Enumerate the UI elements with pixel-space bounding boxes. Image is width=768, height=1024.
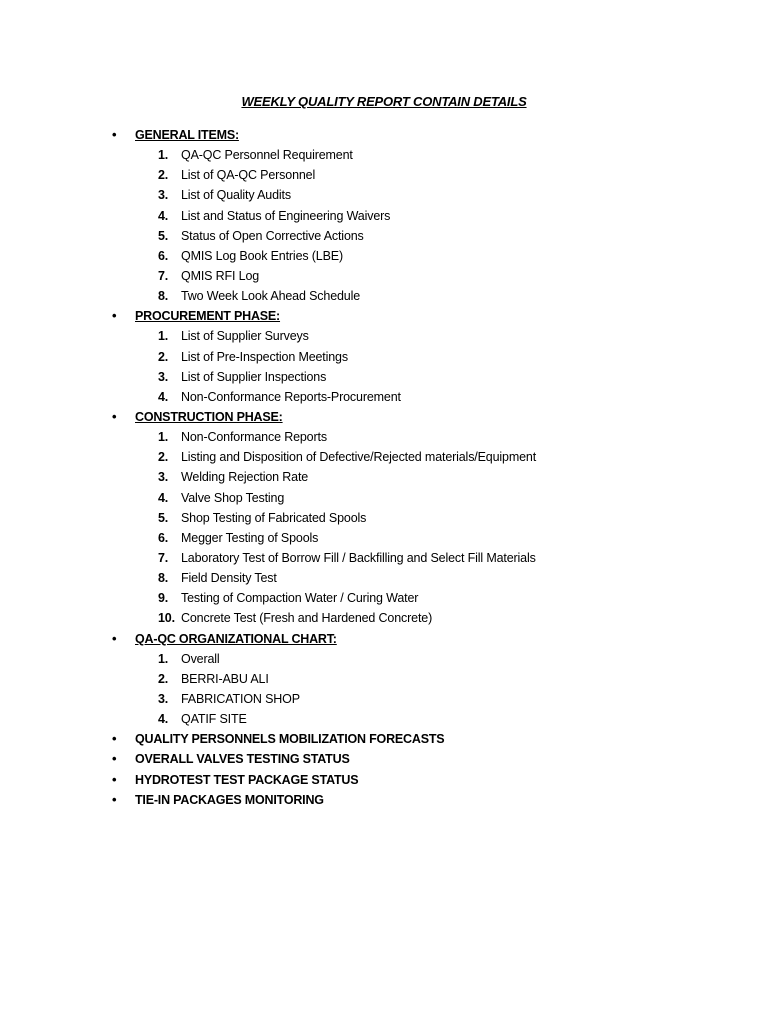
list-item [112,709,732,729]
bullet-icon: • [112,751,117,767]
bullet-icon: • [112,127,117,143]
list-item [112,326,732,346]
list-item-number: 1. [158,651,169,666]
list-item-number: 4. [158,490,169,505]
list-item-label: QATIF SITE [181,712,247,727]
list-item-number: 3. [158,692,169,706]
numbered-list [112,145,732,306]
list-item [112,347,732,367]
section-heading: GENERAL ITEMS: [135,128,239,143]
list-item-number: 3. [158,470,169,485]
section-heading-row [112,125,732,145]
section-heading: CONSTRUCTION PHASE: [135,410,283,425]
list-item-label: Laboratory Test of Borrow Fill / Backfilling and Select Fill Materials [181,551,536,566]
list-item-label: List of Quality Audits [181,188,291,203]
list-item [112,246,732,266]
list-item-number: 3. [158,369,169,384]
list-item [112,185,732,205]
list-item [112,488,732,508]
bullet-icon: • [112,630,117,646]
numbered-list [112,427,732,628]
list-item-label: Non-Conformance Reports [181,430,327,445]
numbered-list [112,649,732,730]
report-section [112,125,732,306]
list-item [112,427,732,447]
bullet-icon: • [112,771,117,787]
list-item-label: Welding Rejection Rate [181,470,309,485]
list-item-label: BERRI-ABU ALI [181,671,269,686]
bullet-icon: • [112,308,117,324]
list-item [112,588,732,608]
list-item-number: 9. [158,591,169,606]
list-item [112,689,732,709]
document-title: WEEKLY QUALITY REPORT CONTAIN DETAILS [241,94,527,109]
report-section [112,749,732,769]
list-item-number: 10. [158,611,175,626]
list-item-number: 7. [158,269,169,284]
section-heading: PROCUREMENT PHASE: [135,309,281,324]
list-item [112,508,732,528]
list-item-number: 7. [158,551,169,566]
numbered-list [112,326,732,407]
list-item-number: 6. [158,530,169,545]
list-item-label: Megger Testing of Spools [181,530,319,545]
list-item [112,568,732,588]
list-item-label: QMIS Log Book Entries (LBE) [181,248,343,263]
list-item-label: Status of Open Corrective Actions [181,228,364,243]
list-item [112,367,732,387]
section-heading: QUALITY PERSONNELS MOBILIZATION FORECASTS [135,732,445,747]
list-item [112,447,732,467]
list-item-number: 3. [158,188,169,203]
list-item-label: List and Status of Engineering Waivers [181,208,391,223]
list-item [112,608,732,628]
section-heading-row [112,770,732,790]
list-item-label: List of QA-QC Personnel [181,168,316,183]
list-item-number: 4. [158,208,169,223]
list-item-label: List of Supplier Surveys [181,329,309,344]
section-heading-row [112,749,732,769]
report-section [112,306,732,407]
list-item-label: Concrete Test (Fresh and Hardened Concrete) [181,611,433,626]
list-item-label: QA-QC Personnel Requirement [181,148,353,163]
list-item-label: FABRICATION SHOP [181,692,300,706]
list-item-label: Field Density Test [181,571,277,586]
list-item [112,548,732,568]
list-item-number: 8. [158,571,169,586]
list-item-number: 2. [158,168,169,183]
section-heading: HYDROTEST TEST PACKAGE STATUS [135,772,359,787]
list-item-number: 2. [158,450,169,465]
list-item-label: Testing of Compaction Water / Curing Water [181,591,419,606]
report-section [112,770,732,790]
section-heading-row [112,790,732,810]
list-item [112,528,732,548]
list-item-number: 1. [158,430,169,445]
report-section [112,729,732,749]
list-item [112,206,732,226]
list-item [112,145,732,165]
list-item [112,226,732,246]
section-heading-row [112,629,732,649]
report-section [112,790,732,810]
section-heading-row [112,729,732,749]
list-item-label: List of Supplier Inspections [181,369,327,384]
list-item-label: Listing and Disposition of Defective/Rejected materials/Equipment [181,450,537,465]
list-item-number: 1. [158,148,169,163]
section-heading: OVERALL VALVES TESTING STATUS [135,752,350,767]
list-item-label: List of Pre-Inspection Meetings [181,349,348,364]
report-section [112,407,732,629]
list-item-label: QMIS RFI Log [181,269,260,284]
list-item [112,649,732,669]
list-item-number: 4. [158,712,169,727]
report-section [112,629,732,730]
bullet-icon: • [112,409,117,425]
list-item-number: 1. [158,329,169,344]
section-heading-row [112,306,732,326]
list-item [112,266,732,286]
list-item-number: 4. [158,389,169,404]
list-item-number: 2. [158,671,169,686]
list-item [112,286,732,306]
report-contents-list [112,125,732,810]
list-item [112,387,732,407]
list-item-label: Shop Testing of Fabricated Spools [181,510,367,525]
bullet-icon: • [112,731,117,747]
list-item-label: Non-Conformance Reports-Procurement [181,389,401,404]
list-item [112,669,732,689]
list-item-number: 5. [158,510,169,525]
list-item-number: 8. [158,289,169,304]
section-heading: TIE-IN PACKAGES MONITORING [135,792,324,807]
section-heading-row [112,407,732,427]
list-item-label: Two Week Look Ahead Schedule [181,289,361,304]
list-item-number: 5. [158,228,169,243]
section-heading: QA-QC ORGANIZATIONAL CHART: [135,631,337,646]
bullet-icon: • [112,791,117,807]
list-item-number: 6. [158,248,169,263]
list-item-label: Valve Shop Testing [181,490,285,505]
list-item-label: Overall [181,651,220,666]
list-item [112,165,732,185]
list-item [112,467,732,487]
list-item-number: 2. [158,349,169,364]
